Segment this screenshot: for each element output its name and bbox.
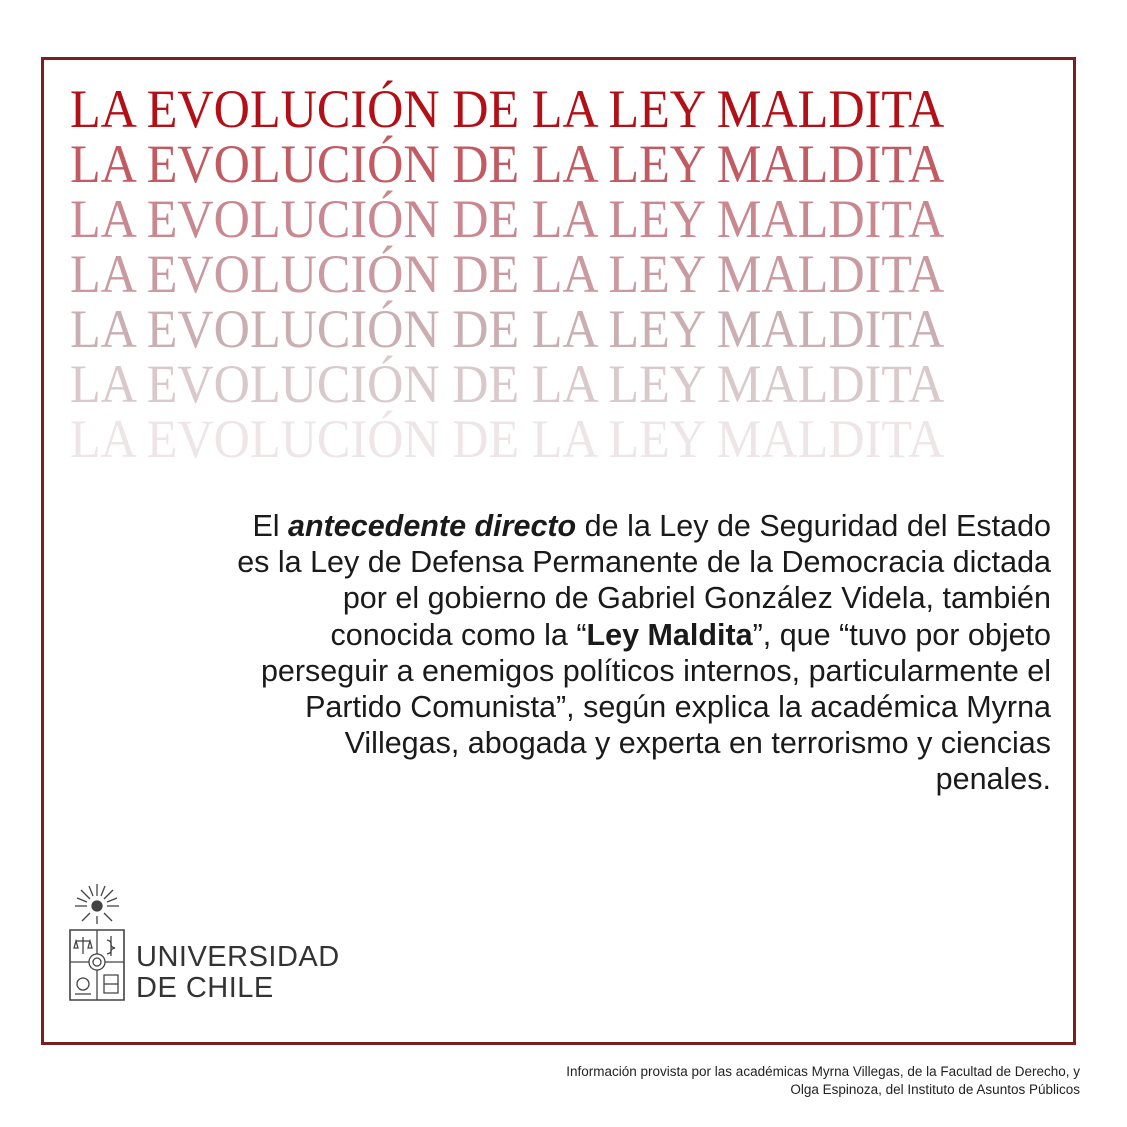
- title-line-7: LA EVOLUCIÓN DE LA LEY MALDITA: [70, 409, 945, 469]
- title-stack: [70, 79, 1060, 469]
- university-logo: [64, 880, 364, 1010]
- body-part-2: de la Ley de Seguridad del Estado es la Ley de Defensa Permanente de la Democracia dictada por el gobierno de Gabriel González Videla, también conocida como la “: [237, 509, 1051, 652]
- university-crest-icon: [64, 880, 130, 1005]
- title-line-6: LA EVOLUCIÓN DE LA LEY MALDITA: [70, 354, 945, 414]
- title-line-3: LA EVOLUCIÓN DE LA LEY MALDITA: [70, 189, 945, 249]
- body-part-3: ”, que “tuvo por objeto perseguir a enemigos políticos internos, particularmente el Partido Comunista”, según explica la académica Myrna Villegas, abogada y experta en terrorismo y ciencias penales.: [260, 617, 1051, 797]
- title-line-2: LA EVOLUCIÓN DE LA LEY MALDITA: [70, 134, 945, 194]
- university-name-line-2: DE CHILE: [136, 972, 274, 1004]
- source-footnote: [180, 1063, 1080, 1099]
- university-name: [136, 942, 340, 1004]
- university-name-line-1: UNIVERSIDAD: [136, 941, 340, 973]
- title-line-5: LA EVOLUCIÓN DE LA LEY MALDITA: [70, 299, 945, 359]
- body-paragraph: [231, 508, 1051, 798]
- body-part-1: El: [252, 509, 289, 543]
- body-emphasis: antecedente directo: [288, 509, 577, 543]
- body-strong: Ley Maldita: [586, 617, 753, 652]
- footnote-line-1: Información provista por las académicas Myrna Villegas, de la Facultad de Derecho, y: [566, 1064, 1080, 1079]
- title-line-4: LA EVOLUCIÓN DE LA LEY MALDITA: [70, 244, 945, 304]
- title-line-1: LA EVOLUCIÓN DE LA LEY MALDITA: [70, 79, 945, 139]
- footnote-line-2: Olga Espinoza, del Instituto de Asuntos Públicos: [790, 1082, 1080, 1097]
